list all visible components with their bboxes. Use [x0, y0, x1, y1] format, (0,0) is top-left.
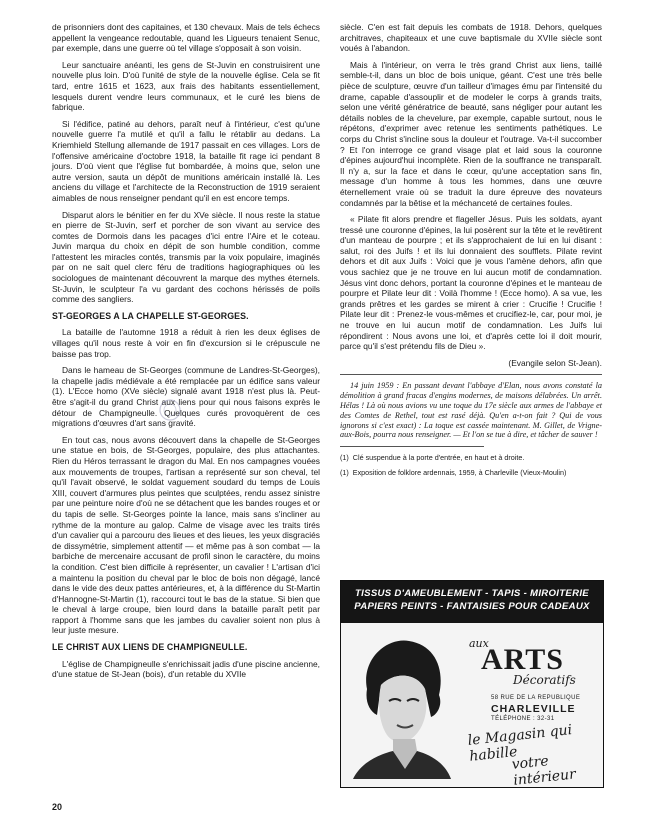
ad-slogan: votre intérieur	[511, 753, 577, 789]
paragraph: Si l'édifice, patiné au dehors, paraît neuf à l'intérieur, c'est qu'une nouvelle guerre l'a mutilé et qu'il a fallu le rétablir au dedans. La Kriemhield Stellung allemande de 1917 passait en ces villages. Lors de l'offensive américaine d'octobre 1918, la bataille fit rage ici pendant 8 jours. D'où vient que l'église fut bombardée, à moins que, selon une autre version, sauta un dépôt de munitions américain installé là. Les anciens du village et l'architecte de la Reconstruction de 1919 seraient aimables de nous renseigner pendant qu'il en est encore temps.	[52, 118, 320, 203]
advertisement	[340, 580, 604, 788]
footnote	[340, 453, 602, 462]
ad-banner	[341, 581, 603, 623]
section-heading: LE CHRIST AUX LIENS DE CHAMPIGNEULLE.	[52, 642, 248, 653]
ad-address: 58 RUE DE LA REPUBLIQUE	[491, 695, 581, 701]
ad-brand: ARTS	[481, 643, 564, 676]
left-column	[52, 22, 320, 686]
gospel-quote: « Pilate fit alors prendre et flageller Jésus. Puis les soldats, ayant tressé une couronne d'épines, la lui posèrent sur la tête et le revêtirent d'un manteau de pourpre ; et ils s'approchaient de lui en lui disant : salut, roi des Juifs ! et ils lui donnaient des soufflets. Pilate revint dehors et dit aux Juifs : Voici que je vous l'amène dehors, afin que vous sachiez que je ne trouve en lui aucun motif de condamnation. Jésus vint donc dehors, portant la couronne d'épines et le manteau de pourpre et Pilate leur dit : Voilà l'homme ! (Ecce homo). A sa vue, les grands prêtres et les gardes se mirent à crier : Crucifie ! Crucifie ! Pilate leur dit : Prenez-le vous-mêmes et crucifiez-le, car, pour moi, je ne trouve en lui aucun motif de condamnation. Les Juifs lui répondirent : Nous avons une loi, et d'après cette loi il doit mourir, parce qu'il s'est prétendu fils de Dieu ».	[340, 214, 602, 352]
paragraph: siècle. C'en est fait depuis les combats de 1918. Dehors, quelques architraves, chapiteaux et une cuve baptismale du XVIIe siècle sont voués à l'abandon.	[340, 22, 602, 54]
right-column	[340, 22, 602, 483]
footnote-number: (1)	[340, 453, 349, 463]
ad-phone: TÉLÉPHONE : 32-31	[491, 716, 555, 722]
paragraph: L'église de Champigneulle s'enrichissait jadis d'une piscine ancienne, d'une statue de St-Jean (bois), d'un retable du XVIIe	[52, 658, 320, 680]
ad-city: CHARLEVILLE	[491, 703, 576, 715]
paragraph: Disparut alors le bénitier en fer du XVe siècle. Il nous reste la statue en pierre de St-Juvin, serf et porcher de son vivant au service des comtes de Dormois dans les pacages d'ici entre l'Aire et le coteau. Juvin marqua du choix en dépit de son humble condition, comme l'attestent les miracles contés, transmis par la voix populaire, imaginés par on ne sait quel clerc féru de traditions hagiographiques où les sociologues de maintenant découvrent la marque des mythes éternels. St-Juvin, le sculpteur l'a vu gardant des cochons hérissés de poils comme des sangliers.	[52, 209, 320, 305]
paragraph: Mais à l'intérieur, on verra le très grand Christ aux liens, taillé semble-t-il, dans un bloc de bois unique, géant. C'est une très belle pièce de sculpture, œuvre d'un tailleur d'images ému par l'intensité du drame, capable d'assouplir et de modeler le corps à grands traits, selon une vérité génératrice de beauté, sans négliger pour autant les détails nobles de la chevelure, par exemple, capable surtout, nous le répétons, d'exprimer avec retenue les sentiments pathétiques. Le corps du Christ s'incline sous la douleur et l'outrage. Va-t-il succomber ? Et l'on interroge ce grand visage plat et laid sous la couronne d'épines aujourd'hui incomplète. Rien de la souffrance ne transparaît. Il n'y a, sur la face et dans le cœur, qu'une acceptation sans fin, message d'un homme à tous les hommes, dans une œuvre éternellement vraie où se traduit la dure épreuve des novateurs condamnés par la bêtise et la méchanceté de certaines foules.	[340, 59, 602, 208]
footnote-divider	[340, 446, 484, 447]
paragraph: En tout cas, nous avons découvert dans la chapelle de St-Georges une statue en bois, de St-Georges, populaire, des plus attachantes. Rien du Héros terrassant le dragon du Mal. En nos campagnes vouées aux mouvements de troupes, l'artisan a représenté sur son cheval, tel qu'il l'avait observé, le soldat vaguement soudard du temps de Louis XIII, couvert d'armures plus peintes que sculptées, rendu assez sinistre par une peinture noire d'où ne se détachent que les bandes rouges et or du tapis de selle. St-Georges pointe la lance, mais sans s'incliner au rythme de la monture au galop. Calme de visage avec les traits tirés d'un cavalier qui a parcouru des lieues et des lieues, les yeux disgraciés de dissymétrie, simplement attentif — et même pas à son combat — la barbiche de mercenaire accusant de profil sinon le caractère, du moins la condition. C'est bien difficile à représenter, un cavalier ! L'artisan d'ici a maintenu la position du cheval par le bloc de bois non dégagé, lancé dans le vide des deux pattes antérieures, et, à la différence du St-Martin d'Hannogne-St-Martin (1), raccourci tout le bas de la statue. Si bien que le cheval à large croupe, bien lourd dans la bataille paraît petit par rapport à l'homme sans que les jambes du cavalier soient non plus à leur juste mesure.	[52, 434, 320, 636]
divider	[340, 374, 602, 375]
page-number: 20	[52, 802, 63, 812]
paragraph: Leur sanctuaire anéanti, les gens de St-Juvin en construisirent une nouvelle plus loin. D'où l'unité de style de la nouvelle église. Cela se fit tard, entre 1615 et 1623, aux frais des habitants essentiellement, lesquels durent vendre leurs communaux, et le curé les biens de fabrique.	[52, 59, 320, 113]
footnote	[340, 468, 602, 477]
woman-portrait-icon	[347, 629, 455, 779]
ad-line: PAPIERS PEINTS - FANTAISIES POUR CADEAUX	[354, 601, 590, 612]
paragraph: Dans le hameau de St-Georges (commune de Landres-St-Georges), la chapelle jadis médiévale a été remplacée par un édifice sans valeur (1). L'Ecce homo (XVe siècle) signalé avant 1918 n'est plus là. Peut-être s'agit-il du grand Christ aux liens pour qui nous faisons exprès le détour de Champigneulle. Quelques curés provoquèrent de ces migrations d'œuvres d'art sans gravité.	[52, 365, 320, 429]
section-heading: ST-GEORGES A LA CHAPELLE ST-GEORGES.	[52, 310, 249, 321]
footnote-text: Clé suspendue à la porte d'entrée, en haut et à droite.	[352, 453, 525, 463]
ad-line: TISSUS D'AMEUBLEMENT - TAPIS - MIROITERIE	[355, 588, 589, 599]
ad-slogan: le Magasin qui habille	[467, 722, 573, 765]
diary-note: 14 juin 1959 : En passant devant l'abbaye d'Elan, nous avons constaté la démolition à grand fracas d'engins modernes, de maisons délabrées. Un arrêt. Hélas ! Là où nous avions vu une toque du 17e siècle aux armes de l'abbaye et des Comtes de Rethel, tout est rasé déjà. Qu'en a-t-on fait ? Qui de vous ignorons si c'est exact) : La toque est cassée maintenant. M. Gillet, de Vrigne-aux-Bois, pourra nous renseigner. — Et l'on se tue à dire, et tâcher de sauver !	[340, 381, 602, 440]
footnote-number: (1)	[340, 468, 349, 478]
paragraph: La bataille de l'automne 1918 a réduit à rien les deux églises de villages qu'il nous reste à voir en fin d'excursion si le crépuscule ne baisse pas trop.	[52, 327, 320, 359]
library-stamp-icon	[158, 398, 182, 422]
quote-source: (Evangile selon St-Jean).	[508, 357, 602, 368]
paragraph: de prisonniers dont des capitaines, et 130 chevaux. Mais de tels échecs appellent la vengeance redoutable, quand les Ligueurs tenaient Senuc, par exemple, dans une guerre où tel village s'opposait à son voisin.	[52, 22, 320, 54]
footnote-text: Exposition de folklore ardennais, 1959, à Charleville (Vieux-Moulin)	[352, 468, 567, 478]
ad-brand-sub: Décoratifs	[513, 673, 576, 687]
ad-aux: aux	[469, 637, 489, 650]
